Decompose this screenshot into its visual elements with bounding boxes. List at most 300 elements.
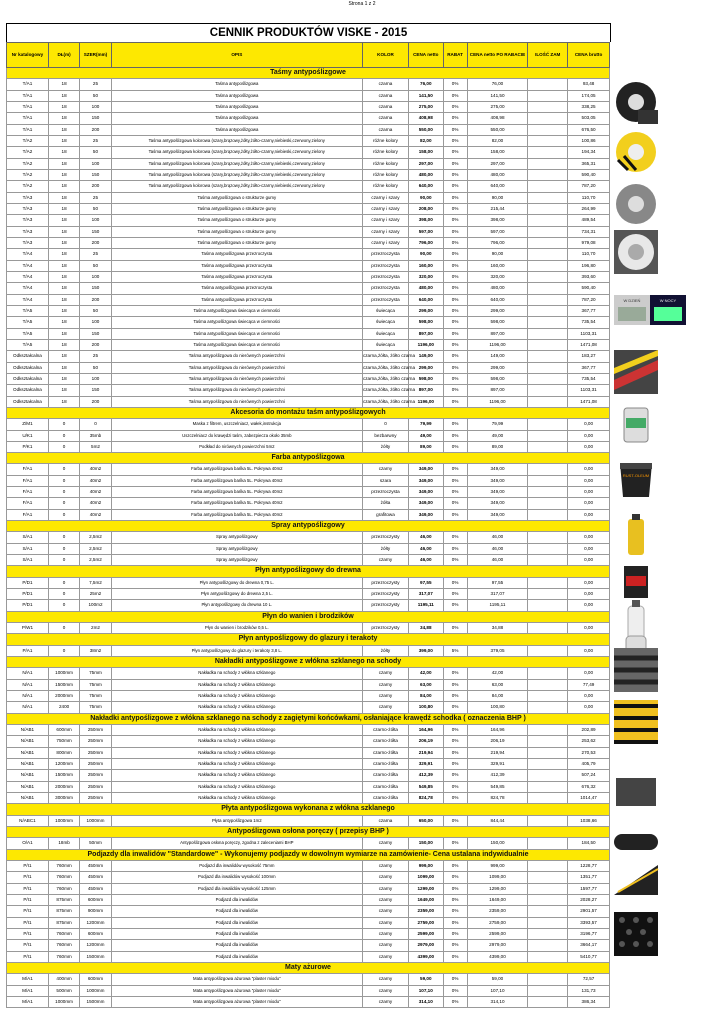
cell-width: 450mm: [80, 872, 111, 883]
sealant-can-photo: [614, 402, 658, 446]
cell-color: czarno-żółta: [362, 781, 408, 792]
cell-description: Spray antypoślizgowy: [111, 543, 362, 554]
cell-net-price: 314,10: [409, 996, 444, 1007]
product-row: [7, 917, 610, 928]
cell-order-qty[interactable]: [528, 996, 568, 1007]
cell-color: czarny: [362, 928, 408, 939]
cell-description: Taśma antypoślizgowa o strukturze gumy: [111, 226, 362, 237]
cell-color: czarny: [362, 464, 408, 475]
cell-catalog-no: O/A1: [7, 838, 49, 849]
cell-net-price: 897,00: [409, 385, 444, 396]
cell-order-qty[interactable]: [528, 894, 568, 905]
cell-gross-price: 405,79: [568, 759, 610, 770]
cell-net-after-discount: 314,10: [467, 996, 528, 1007]
cell-color: przezroczysty: [362, 623, 408, 634]
cell-catalog-no: N/AB1: [7, 725, 49, 736]
cell-catalog-no: T/A1: [7, 90, 49, 101]
cell-order-qty[interactable]: [528, 725, 568, 736]
cell-discount: 0%: [443, 339, 467, 350]
product-row: [7, 838, 610, 849]
cell-order-qty[interactable]: [528, 487, 568, 498]
cell-catalog-no: F/A1: [7, 475, 49, 486]
cell-length: 1500mm: [48, 770, 79, 781]
product-row: [7, 736, 610, 747]
yellow-black-tape-roll-photo: [614, 130, 658, 174]
cell-width: 25: [80, 351, 111, 362]
cell-net-price: 1196,00: [409, 339, 444, 350]
cell-order-qty[interactable]: [528, 815, 568, 826]
cell-color: czarno-żółta: [362, 770, 408, 781]
cell-net-after-discount: 79,99: [467, 419, 528, 430]
cell-description: Taśma antypoślizgowa kolorowa (szary,brązowy,żółty,żółto-czarny,niebieski,czerwony,zielony: [111, 158, 362, 169]
cell-net-price: 650,00: [409, 815, 444, 826]
cell-description: Podjazd dla inwalidów: [111, 917, 362, 928]
product-row: [7, 260, 610, 271]
cell-order-qty[interactable]: [528, 147, 568, 158]
cell-length: 2000mm: [48, 781, 79, 792]
cell-net-price: 640,00: [409, 294, 444, 305]
cell-color: różne kolory: [362, 147, 408, 158]
product-row: [7, 691, 610, 702]
cell-order-qty[interactable]: [528, 181, 568, 192]
cell-width: 150: [80, 113, 111, 124]
product-row: [7, 226, 610, 237]
cell-order-qty[interactable]: [528, 906, 568, 917]
cell-catalog-no: T/A5: [7, 328, 49, 339]
cell-order-qty[interactable]: [528, 317, 568, 328]
cell-order-qty[interactable]: [528, 555, 568, 566]
product-row: [7, 475, 610, 486]
cell-length: 1200mm: [48, 759, 79, 770]
cell-discount: 0%: [443, 260, 467, 271]
cell-length: 18: [48, 215, 79, 226]
cell-net-after-discount: 299,00: [467, 305, 528, 316]
cell-order-qty[interactable]: [528, 872, 568, 883]
section-header-row: [7, 566, 610, 577]
cell-net-after-discount: 275,00: [467, 101, 528, 112]
cell-order-qty[interactable]: [528, 135, 568, 146]
cell-description: Taśma antypoślizgowa do nierównych powierzchni: [111, 396, 362, 407]
cell-order-qty[interactable]: [528, 679, 568, 690]
cell-length: 760mm: [48, 928, 79, 939]
cell-order-qty[interactable]: [528, 271, 568, 282]
cell-order-qty[interactable]: [528, 226, 568, 237]
cell-discount: 0%: [443, 305, 467, 316]
cell-gross-price: 0,00: [568, 645, 610, 656]
product-row: [7, 305, 610, 316]
cell-order-qty[interactable]: [528, 237, 568, 248]
cell-net-after-discount: 999,00: [467, 860, 528, 871]
cell-description: Antypoślizgowa osłona poręczy, zgodna z zaleceniami BHP: [111, 838, 362, 849]
cell-order-qty[interactable]: [528, 475, 568, 486]
cell-gross-price: 735,54: [568, 317, 610, 328]
cell-color: przezroczysta: [362, 260, 408, 271]
cell-width: 50: [80, 260, 111, 271]
cell-order-qty[interactable]: [528, 464, 568, 475]
cell-catalog-no: F/A1: [7, 509, 49, 520]
table-header-row: [7, 43, 610, 68]
cell-discount: 0%: [443, 940, 467, 951]
cell-order-qty[interactable]: [528, 113, 568, 124]
cell-gross-price: 77,49: [568, 679, 610, 690]
cell-net-after-discount: 150,00: [467, 838, 528, 849]
cell-catalog-no: N/AB1: [7, 759, 49, 770]
cell-catalog-no: S/A1: [7, 532, 49, 543]
cell-width: 50: [80, 203, 111, 214]
glow-night-label: W NOCY: [659, 298, 677, 303]
cell-order-qty[interactable]: [528, 396, 568, 407]
cell-description: Nakładka na schody z włókna szklanego: [111, 725, 362, 736]
cell-color: czarny: [362, 691, 408, 702]
cell-catalog-no: T/A3: [7, 226, 49, 237]
product-row: [7, 101, 610, 112]
cell-discount: 0%: [443, 928, 467, 939]
cell-net-after-discount: 2599,00: [467, 928, 528, 939]
cell-color: czarny: [362, 702, 408, 713]
cell-color: różne kolory: [362, 181, 408, 192]
cell-order-qty[interactable]: [528, 770, 568, 781]
cell-gross-price: 270,53: [568, 747, 610, 758]
cell-discount: 0%: [443, 215, 467, 226]
cell-net-price: 82,00: [409, 135, 444, 146]
cell-order-qty[interactable]: [528, 747, 568, 758]
cell-color: żółty: [362, 645, 408, 656]
cell-catalog-no: N/A1: [7, 668, 49, 679]
cell-width: 75mm: [80, 702, 111, 713]
cell-order-qty[interactable]: [528, 702, 568, 713]
cell-length: 18: [48, 79, 79, 90]
cell-description: Taśma antypoślizgowa: [111, 113, 362, 124]
cell-order-qty[interactable]: [528, 691, 568, 702]
cell-width: 1500mm: [80, 951, 111, 962]
cell-order-qty[interactable]: [528, 260, 568, 271]
cell-color: szara: [362, 475, 408, 486]
cell-net-after-discount: 897,00: [467, 385, 528, 396]
cell-length: 18: [48, 385, 79, 396]
cell-order-qty[interactable]: [528, 215, 568, 226]
cell-order-qty[interactable]: [528, 623, 568, 634]
cell-order-qty[interactable]: [528, 328, 568, 339]
cell-net-after-discount: 2359,00: [467, 906, 528, 917]
cell-net-price: 598,00: [409, 317, 444, 328]
cell-width: 75mm: [80, 679, 111, 690]
cell-order-qty[interactable]: [528, 305, 568, 316]
cell-description: Farba antypoślizgowa bańka 5L. Pokrywa 40m2: [111, 464, 362, 475]
cell-net-price: 100,80: [409, 702, 444, 713]
cell-gross-price: 0,00: [568, 623, 610, 634]
cell-discount: 0%: [443, 237, 467, 248]
cell-order-qty[interactable]: [528, 419, 568, 430]
cell-width: 200: [80, 294, 111, 305]
cell-description: Taśma antypoślizgowa świecąca w ciemności: [111, 317, 362, 328]
cell-length: 760mm: [48, 940, 79, 951]
cell-length: 18: [48, 351, 79, 362]
cell-width: 40m2: [80, 498, 111, 509]
cell-gross-price: 787,20: [568, 181, 610, 192]
cell-net-price: 89,00: [409, 441, 444, 452]
cell-color: przezroczysty: [362, 532, 408, 543]
cell-net-price: 76,00: [409, 79, 444, 90]
cell-catalog-no: P/W1: [7, 623, 49, 634]
cell-net-price: 297,00: [409, 158, 444, 169]
cell-discount: 0%: [443, 815, 467, 826]
cell-discount: 0%: [443, 101, 467, 112]
product-row: [7, 79, 610, 90]
cell-color: czarny: [362, 974, 408, 985]
cell-description: Farba antypoślizgowa bańka 5L. Pokrywa 40m2: [111, 487, 362, 498]
cell-order-qty[interactable]: [528, 192, 568, 203]
cell-width: 2,5m2: [80, 555, 111, 566]
cell-net-price: 412,39: [409, 770, 444, 781]
cell-discount: 0%: [443, 271, 467, 282]
cell-order-qty[interactable]: [528, 985, 568, 996]
cell-order-qty[interactable]: [528, 860, 568, 871]
cell-order-qty[interactable]: [528, 441, 568, 452]
cell-order-qty[interactable]: [528, 951, 568, 962]
cell-net-after-discount: 219,94: [467, 747, 528, 758]
cell-catalog-no: T/A4: [7, 271, 49, 282]
cell-order-qty[interactable]: [528, 339, 568, 350]
stair-nosing-photo: [614, 648, 658, 692]
cell-order-qty[interactable]: [528, 600, 568, 611]
cell-length: 0: [48, 532, 79, 543]
cell-width: 150: [80, 283, 111, 294]
cell-net-price: 46,00: [409, 555, 444, 566]
cell-order-qty[interactable]: [528, 249, 568, 260]
cell-net-after-discount: 1299,00: [467, 883, 528, 894]
cell-gross-price: 1471,08: [568, 396, 610, 407]
cell-order-qty[interactable]: [528, 940, 568, 951]
cell-length: 0: [48, 577, 79, 588]
cell-length: 0: [48, 509, 79, 520]
cell-gross-price: 787,20: [568, 294, 610, 305]
cell-order-qty[interactable]: [528, 90, 568, 101]
cell-discount: 0%: [443, 90, 467, 101]
cell-gross-price: 202,89: [568, 725, 610, 736]
cell-catalog-no: T/A3: [7, 237, 49, 248]
cell-order-qty[interactable]: [528, 589, 568, 600]
cell-order-qty[interactable]: [528, 430, 568, 441]
cell-color: czarna,żółta, żółto czarna: [362, 373, 408, 384]
cell-discount: 0%: [443, 464, 467, 475]
cell-gross-price: 365,31: [568, 158, 610, 169]
section-title: Antypoślizgowa osłona poręczy ( przepisy BHP ): [7, 826, 610, 837]
product-row: [7, 215, 610, 226]
cell-length: 875mm: [48, 906, 79, 917]
cell-order-qty[interactable]: [528, 668, 568, 679]
product-row: [7, 271, 610, 282]
glow-day-label: W DZIEŃ: [623, 298, 641, 303]
cell-order-qty[interactable]: [528, 385, 568, 396]
cell-gross-price: 489,54: [568, 215, 610, 226]
cell-order-qty[interactable]: [528, 759, 568, 770]
cell-discount: 0%: [443, 430, 467, 441]
cell-length: 760mm: [48, 883, 79, 894]
product-row: [7, 623, 610, 634]
cell-net-after-discount: 349,00: [467, 464, 528, 475]
cell-net-price: 90,00: [409, 249, 444, 260]
cell-net-after-discount: 160,00: [467, 260, 528, 271]
cell-net-after-discount: 550,00: [467, 124, 528, 135]
cell-color: czarny i szary: [362, 237, 408, 248]
cell-color: czarna: [362, 113, 408, 124]
header-discount: RABAT: [443, 43, 467, 68]
cell-order-qty[interactable]: [528, 917, 568, 928]
cell-description: Taśma antypoślizgowa przezroczysta: [111, 249, 362, 260]
cell-catalog-no: M/A1: [7, 974, 49, 985]
cell-catalog-no: F/A1: [7, 498, 49, 509]
cell-length: 0: [48, 441, 79, 452]
cell-order-qty[interactable]: [528, 838, 568, 849]
cell-description: Spray antypoślizgowy: [111, 555, 362, 566]
cell-net-price: 1196,00: [409, 396, 444, 407]
cell-order-qty[interactable]: [528, 645, 568, 656]
cell-discount: 0%: [443, 917, 467, 928]
cell-net-price: 158,00: [409, 147, 444, 158]
cell-order-qty[interactable]: [528, 101, 568, 112]
cell-gross-price: 735,54: [568, 373, 610, 384]
cell-color: przezroczysty: [362, 589, 408, 600]
cell-description: Taśma antypoślizgowa do nierównych powierzchni: [111, 385, 362, 396]
cell-gross-price: 131,73: [568, 985, 610, 996]
cell-discount: 0%: [443, 124, 467, 135]
cell-description: Podjazd dla inwalidów wysokość 75mm: [111, 860, 362, 871]
cell-order-qty[interactable]: [528, 79, 568, 90]
product-row: [7, 589, 610, 600]
cell-order-qty[interactable]: [528, 373, 568, 384]
cell-length: 0: [48, 645, 79, 656]
cell-discount: 0%: [443, 532, 467, 543]
cell-width: 38m2: [80, 645, 111, 656]
cell-description: Płyn antypoślizgowy do drewna 2,5 L.: [111, 589, 362, 600]
cell-order-qty[interactable]: [528, 883, 568, 894]
cell-catalog-no: P/A1: [7, 645, 49, 656]
cell-net-price: 2599,00: [409, 928, 444, 939]
cell-order-qty[interactable]: [528, 124, 568, 135]
cell-width: 900mm: [80, 906, 111, 917]
cell-description: Podjazd dla inwalidów wysokość 100mm: [111, 872, 362, 883]
cell-width: 40m2: [80, 475, 111, 486]
cell-order-qty[interactable]: [528, 351, 568, 362]
cell-width: 200: [80, 339, 111, 350]
cell-net-after-discount: 329,91: [467, 759, 528, 770]
cell-width: 450mm: [80, 883, 111, 894]
cell-gross-price: 194,34: [568, 147, 610, 158]
section-header-row: [7, 849, 610, 860]
cell-gross-price: 5410,77: [568, 951, 610, 962]
cell-order-qty[interactable]: [528, 736, 568, 747]
cell-order-qty[interactable]: [528, 974, 568, 985]
product-row: [7, 600, 610, 611]
cell-order-qty[interactable]: [528, 362, 568, 373]
cell-order-qty[interactable]: [528, 793, 568, 804]
cell-catalog-no: N/AB1: [7, 747, 49, 758]
cell-description: Maska z filtrem, uszczelniacz, wałek,instrukcja: [111, 419, 362, 430]
cell-order-qty[interactable]: [528, 781, 568, 792]
cell-length: 0: [48, 487, 79, 498]
cell-color: czarno-żółta: [362, 759, 408, 770]
cell-width: 200: [80, 181, 111, 192]
cell-order-qty[interactable]: [528, 169, 568, 180]
cell-order-qty[interactable]: [528, 928, 568, 939]
cell-order-qty[interactable]: [528, 498, 568, 509]
cell-order-qty[interactable]: [528, 509, 568, 520]
cell-gross-price: 0,00: [568, 702, 610, 713]
cell-net-after-discount: 349,00: [467, 509, 528, 520]
cell-net-price: 149,00: [409, 351, 444, 362]
cell-color: przezroczysty: [362, 600, 408, 611]
product-row: [7, 181, 610, 192]
cell-gross-price: 734,31: [568, 226, 610, 237]
product-row: [7, 317, 610, 328]
cell-width: 250mm: [80, 793, 111, 804]
cell-net-after-discount: 299,00: [467, 362, 528, 373]
cell-length: 1000mm: [48, 815, 79, 826]
cell-order-qty[interactable]: [528, 294, 568, 305]
cell-order-qty[interactable]: [528, 577, 568, 588]
cell-net-after-discount: 49,00: [467, 430, 528, 441]
cell-color: czarny: [362, 996, 408, 1007]
cell-order-qty[interactable]: [528, 203, 568, 214]
cell-width: 1200mm: [80, 917, 111, 928]
cell-length: 18: [48, 362, 79, 373]
cell-discount: 0%: [443, 487, 467, 498]
product-row: [7, 203, 610, 214]
cell-net-price: 824,78: [409, 793, 444, 804]
cell-width: 35mb: [80, 430, 111, 441]
cell-order-qty[interactable]: [528, 532, 568, 543]
cell-net-price: 349,00: [409, 509, 444, 520]
cell-description: Taśma antypoślizgowa świecąca w ciemności: [111, 339, 362, 350]
section-title: Taśmy antypoślizgowe: [7, 68, 610, 79]
section-title: Maty ażurowe: [7, 962, 610, 973]
cell-width: 250mm: [80, 725, 111, 736]
product-row: [7, 487, 610, 498]
cell-gross-price: 93,48: [568, 79, 610, 90]
cell-description: Taśma antypoślizgowa kolorowa (szary,brązowy,żółty,żółto-czarny,niebieski,czerwony,zielony: [111, 147, 362, 158]
cell-color: czarno-żółta: [362, 793, 408, 804]
cell-length: 18: [48, 237, 79, 248]
cell-order-qty[interactable]: [528, 543, 568, 554]
cell-color: przezroczysta: [362, 249, 408, 260]
cell-color: różne kolory: [362, 135, 408, 146]
cell-order-qty[interactable]: [528, 283, 568, 294]
cell-net-price: 320,00: [409, 271, 444, 282]
cell-discount: 0%: [443, 294, 467, 305]
cell-description: Mata antypoślizgowa ażurowa "plaster miodu": [111, 974, 362, 985]
cell-net-after-discount: 1649,00: [467, 894, 528, 905]
cell-width: 1000mm: [80, 985, 111, 996]
cell-discount: 0%: [443, 419, 467, 430]
cell-description: Taśma antypoślizgowa: [111, 79, 362, 90]
product-row: [7, 441, 610, 452]
cell-color: czarny: [362, 555, 408, 566]
cell-width: 1500mm: [80, 996, 111, 1007]
cell-net-after-discount: 349,00: [467, 475, 528, 486]
cell-order-qty[interactable]: [528, 158, 568, 169]
cell-width: 200: [80, 396, 111, 407]
cell-description: Nakładka na schody z włókna szklanego: [111, 679, 362, 690]
clear-tape-roll-photo: [614, 230, 658, 274]
product-row: [7, 928, 610, 939]
cell-catalog-no: T/A5: [7, 305, 49, 316]
cell-description: Nakładka na schody z włókna szklanego: [111, 759, 362, 770]
cell-catalog-no: T/A5: [7, 339, 49, 350]
cell-length: 0: [48, 498, 79, 509]
cell-width: 100: [80, 215, 111, 226]
cell-gross-price: 979,08: [568, 237, 610, 248]
product-row: [7, 373, 610, 384]
